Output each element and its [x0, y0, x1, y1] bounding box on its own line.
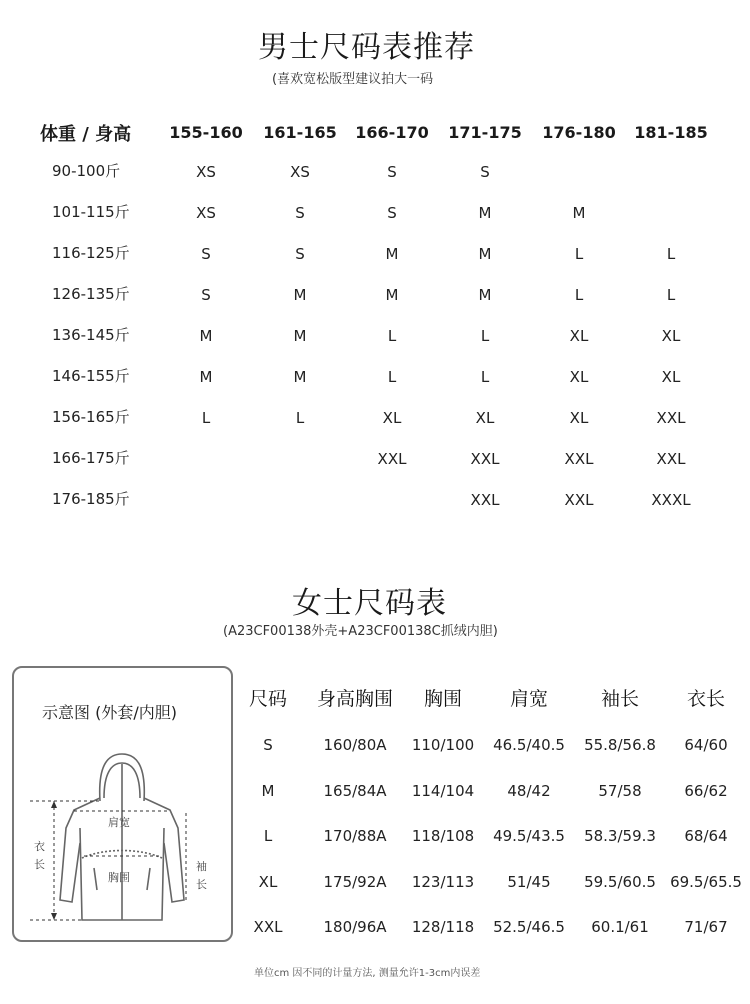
jacket-diagram-panel: [12, 666, 233, 942]
women-column-header: 衣长: [686, 688, 726, 710]
weight-range-label: 156-165斤: [52, 408, 130, 426]
chest-label: 胸围: [108, 871, 130, 884]
size-cell: L: [387, 368, 397, 386]
size-cell: M: [478, 204, 492, 222]
women-table-cell: 180/96A: [323, 918, 387, 936]
women-table-cell: 48/42: [507, 782, 551, 800]
measurement-footnote: 单位cm 因不同的计量方法, 测量允许1-3cm内误差: [254, 968, 481, 979]
women-table-cell: 46.5/40.5: [493, 736, 565, 754]
women-table-cell: 58.3/59.3: [584, 827, 656, 845]
women-size-subtitle: (A23CF00138外壳+A23CF00138C抓绒内胆): [223, 624, 498, 639]
men-size-subtitle: (喜欢宽松版型建议拍大一码: [272, 72, 434, 87]
size-cell: L: [666, 286, 676, 304]
women-table-cell: 114/104: [411, 782, 475, 800]
women-table-cell: XL: [258, 873, 278, 891]
size-cell: M: [199, 368, 213, 386]
size-cell: S: [295, 245, 305, 263]
women-column-header: 肩宽: [509, 688, 549, 710]
women-table-cell: 49.5/43.5: [493, 827, 565, 845]
women-table-cell: 128/118: [411, 918, 475, 936]
weight-range-label: 126-135斤: [52, 285, 130, 303]
sleeve-label-char1: 袖: [196, 860, 207, 873]
women-column-header: 袖长: [600, 688, 640, 710]
women-table-cell: 66/62: [684, 782, 728, 800]
size-cell: XXXL: [651, 491, 691, 509]
women-table-cell: 51/45: [507, 873, 551, 891]
women-column-header: 胸围: [423, 688, 463, 710]
women-table-cell: 170/88A: [323, 827, 387, 845]
weight-range-label: 90-100斤: [52, 162, 121, 180]
size-cell: XXL: [564, 450, 594, 468]
women-table-cell: 123/113: [411, 873, 475, 891]
size-cell: M: [385, 245, 399, 263]
size-cell: L: [480, 327, 490, 345]
size-cell: S: [480, 163, 490, 181]
women-table-cell: XXL: [253, 918, 283, 936]
size-cell: XL: [569, 327, 589, 345]
size-cell: L: [295, 409, 305, 427]
women-table-cell: 52.5/46.5: [493, 918, 565, 936]
size-cell: XL: [661, 368, 681, 386]
weight-range-label: 176-185斤: [52, 490, 130, 508]
women-column-header: 尺码: [248, 688, 288, 710]
height-range-header: 171-175: [448, 123, 522, 142]
size-cell: L: [387, 327, 397, 345]
women-table-cell: 71/67: [684, 918, 728, 936]
women-table-cell: 57/58: [598, 782, 642, 800]
size-cell: M: [293, 286, 307, 304]
size-cell: XS: [196, 204, 216, 222]
women-table-cell: 55.8/56.8: [584, 736, 656, 754]
size-cell: S: [387, 163, 397, 181]
jacket-illustration: [14, 668, 231, 940]
women-table-cell: 118/108: [411, 827, 475, 845]
men-corner-label: 体重 / 身高: [40, 124, 132, 145]
diagram-title: 示意图 (外套/内胆): [42, 703, 177, 722]
size-cell: M: [572, 204, 586, 222]
size-cell: XXL: [564, 491, 594, 509]
size-cell: M: [293, 327, 307, 345]
size-cell: XL: [569, 409, 589, 427]
men-size-title: 男士尺码表推荐: [258, 30, 475, 65]
size-cell: XL: [382, 409, 402, 427]
size-cell: XL: [661, 327, 681, 345]
size-cell: M: [385, 286, 399, 304]
size-cell: S: [201, 245, 211, 263]
sleeve-label-char2: 长: [196, 878, 207, 891]
women-table-cell: S: [263, 736, 273, 754]
size-cell: M: [478, 245, 492, 263]
size-cell: L: [574, 286, 584, 304]
women-table-cell: 64/60: [684, 736, 728, 754]
size-cell: L: [666, 245, 676, 263]
size-cell: M: [478, 286, 492, 304]
size-cell: XXL: [656, 409, 686, 427]
women-size-title: 女士尺码表: [292, 586, 447, 621]
women-table-cell: 59.5/60.5: [584, 873, 656, 891]
size-cell: XXL: [656, 450, 686, 468]
height-range-header: 176-180: [542, 123, 616, 142]
height-range-header: 181-185: [634, 123, 708, 142]
size-cell: M: [293, 368, 307, 386]
size-cell: S: [295, 204, 305, 222]
women-table-cell: 110/100: [411, 736, 475, 754]
weight-range-label: 136-145斤: [52, 326, 130, 344]
size-cell: XS: [196, 163, 216, 181]
size-cell: S: [201, 286, 211, 304]
size-cell: M: [199, 327, 213, 345]
length-label-char2: 长: [34, 858, 45, 871]
weight-range-label: 101-115斤: [52, 203, 130, 221]
height-range-header: 161-165: [263, 123, 337, 142]
weight-range-label: 166-175斤: [52, 449, 130, 467]
women-table-cell: 60.1/61: [591, 918, 649, 936]
women-table-cell: 160/80A: [323, 736, 387, 754]
size-cell: L: [574, 245, 584, 263]
women-table-cell: 175/92A: [323, 873, 387, 891]
size-cell: L: [480, 368, 490, 386]
women-column-header: 身高胸围: [316, 688, 394, 710]
women-table-cell: M: [261, 782, 275, 800]
size-cell: XXL: [470, 450, 500, 468]
women-table-cell: 68/64: [684, 827, 728, 845]
height-range-header: 155-160: [169, 123, 243, 142]
size-cell: XXL: [470, 491, 500, 509]
size-cell: XL: [475, 409, 495, 427]
shoulder-width-label: 肩宽: [108, 816, 130, 829]
size-cell: L: [201, 409, 211, 427]
women-table-cell: 165/84A: [323, 782, 387, 800]
weight-range-label: 146-155斤: [52, 367, 130, 385]
weight-range-label: 116-125斤: [52, 244, 130, 262]
size-cell: XL: [569, 368, 589, 386]
size-cell: XXL: [377, 450, 407, 468]
height-range-header: 166-170: [355, 123, 429, 142]
size-cell: S: [387, 204, 397, 222]
women-table-cell: L: [263, 827, 273, 845]
size-cell: XS: [290, 163, 310, 181]
women-table-cell: 69.5/65.5: [670, 873, 742, 891]
length-label-char1: 衣: [34, 840, 45, 853]
